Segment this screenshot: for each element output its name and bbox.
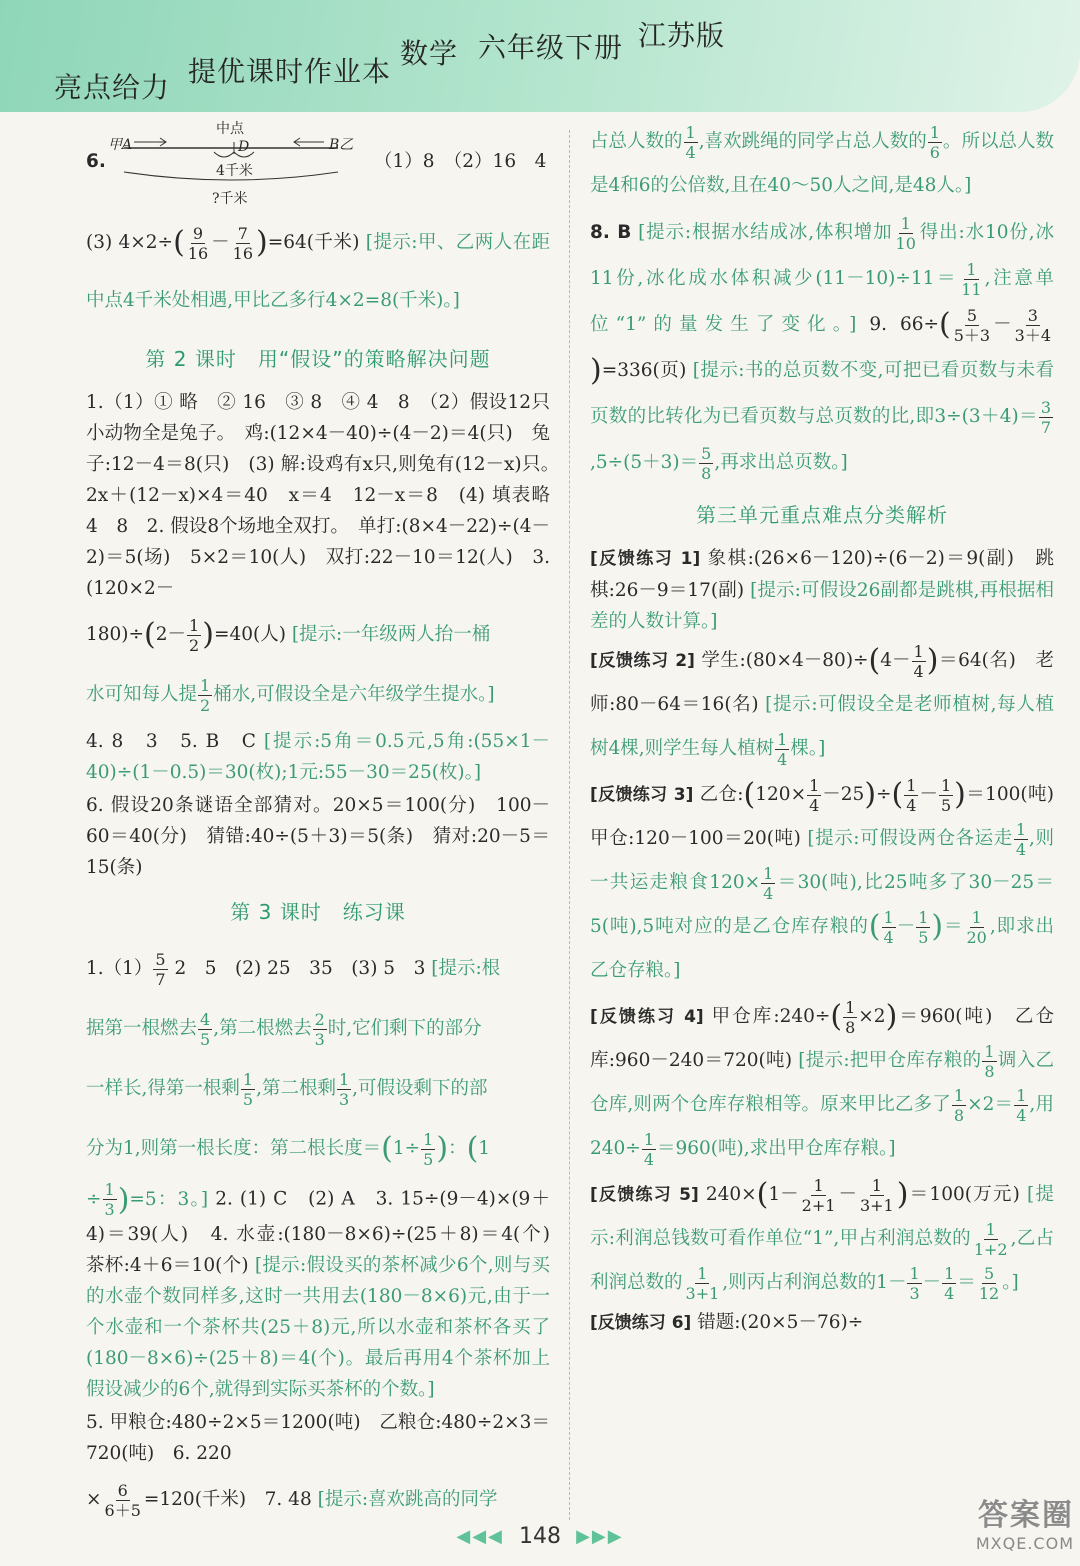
- text: ÷: [86, 1188, 102, 1210]
- q6-answers: （1）8 （2）16 4: [374, 151, 547, 172]
- feedback-4: [反馈练习 4] 甲仓库:240÷( $\frac{1}{8}$ ×2)＝960(吨) 乙仓库:960－240＝720(吨) [提示:把甲仓库存粮的 $\frac{1}{8}$ 调入乙仓库,则两个仓库存粮相等。原来甲比乙多了 $\frac{1}{8}$ ×2＝ $\frac{1}{4}$ ,用240÷ $\frac{1}{4}$ ＝960(吨),求出甲仓库存粮。]: [590, 997, 1055, 1169]
- text: ,乙占利润总数的: [590, 1228, 1054, 1293]
- fraction: $\frac{6}{6+5}$: [104, 1480, 141, 1520]
- fraction: $\frac{1}{5}$: [423, 1129, 434, 1169]
- hint-text: [提示:可假设26副都是跳棋,再根据相差的人数计算。]: [590, 580, 1054, 632]
- header-banner: [0, 0, 1080, 112]
- lesson3-q1: [86, 940, 550, 998]
- fraction: $\frac{1}{4}$: [643, 1129, 654, 1169]
- text: 1－: [876, 1272, 907, 1293]
- q6-part3: (3) 4×2÷( $\frac{9}{16}$ － $\frac{7}{16}$ )=64(千米) [提示:甲、乙两人在距中点4千米处相遇,甲比乙多行4×2=8(千米)。]: [86, 223, 550, 311]
- text: 1÷: [392, 1138, 421, 1159]
- text: ,可假设剩下的部: [352, 1078, 488, 1099]
- text: 180)÷: [86, 624, 145, 645]
- fraction: $\frac{7}{16}$: [232, 223, 254, 263]
- midpoint-label: 中点: [216, 121, 244, 137]
- fraction: $\frac{5}{12}$: [978, 1263, 1000, 1303]
- hint-text: [提示:假设买的茶杯减少6个,则与买的水壶个数同样多,这时一共用去(180－8×6)元,由于一个水壶和一个茶杯共(25＋8)元,所以水壶和茶杯各买了(180－8×6)÷(25＋8)＝4(个)。最后再用4个茶杯加上假设减少的6个,就得到实际买茶杯的个数。]: [86, 1255, 550, 1400]
- text: ＝: [957, 1272, 976, 1293]
- text: 桶水,可假设全是六年级学生提水。]: [213, 684, 495, 705]
- text: 得出:水10份,冰11份,冰化成水体积减少(11－10)÷11＝: [590, 222, 1055, 289]
- text: 1: [478, 1138, 491, 1159]
- text: ,则丙占利润总数的: [722, 1272, 877, 1293]
- fraction: $\frac{1}{1+2}$: [973, 1219, 1008, 1259]
- text: (3) 4×2÷: [86, 232, 174, 253]
- text: 调入乙仓库,则两个仓库存粮相等。原来甲比乙多了: [590, 1050, 1054, 1115]
- text: ,喜欢跳绳的同学占总人数的: [698, 131, 927, 152]
- paren-close: ): [256, 225, 268, 260]
- lesson2-q6: 6. 假设20条谜语全部猜对。20×5＝100(分) 100－60＝40(分) 猜错:40÷(5＋3)＝5(条) 猜对:20－5＝15(条): [86, 795, 550, 878]
- text: ×2: [858, 1006, 886, 1027]
- text: =40(人): [213, 624, 286, 645]
- fraction: $\frac{4}{5}$: [200, 1009, 211, 1049]
- hint-text: [提示:根: [431, 958, 501, 979]
- q6-number: 6.: [86, 151, 106, 172]
- feedback-label: [反馈练习 4]: [590, 1007, 704, 1027]
- text: [提示:可假设两仓各运走: [807, 828, 1013, 849]
- fraction: $\frac{1}{4}$: [685, 122, 696, 162]
- text: 占总人数的: [590, 131, 683, 152]
- text: 1.（1）: [86, 958, 153, 979]
- q9-answer: 9. 66÷: [869, 314, 940, 335]
- lesson3-hint-line3: 分为1,则第一根长度：第二根长度＝(1÷ $\frac{1}{5}$ )：(1: [86, 1129, 491, 1169]
- text: ＝30(吨),比25吨多了30－25＝5(吨),5吨对应的是乙仓库存粮的: [590, 872, 1055, 937]
- feedback-label: [反馈练习 3]: [590, 785, 694, 805]
- text: 1－: [768, 1184, 799, 1205]
- text: 2. (1) C (2) A 3. 15÷(9－4)×(9＋4)＝39(人) 4. 水壶:(180－8×6)÷(25＋8)＝4(个) 茶杯:4＋6＝10(个): [86, 1188, 569, 1276]
- text: 4. 8 3 5. B C: [86, 731, 256, 752]
- section-title-lesson2: 第 2 课时 用“假设”的策略解决问题: [145, 347, 491, 371]
- fraction: $\frac{1}{3}$: [909, 1263, 920, 1303]
- text: 学生:(80×4－80)÷: [701, 650, 869, 671]
- fraction: $\frac{1}{4}$: [1015, 819, 1027, 859]
- text: 象棋:(26×6－120)÷(6－2)＝9(副) 跳棋:26－9＝17(副): [590, 548, 1054, 601]
- text: －: [919, 784, 938, 805]
- fraction: $\frac{3}{7}$: [1040, 397, 1051, 437]
- lesson3-hint-line2: [86, 1060, 550, 1118]
- feedback-2: [反馈练习 2] 学生:(80×4－80)÷(4－ $\frac{1}{4}$ )＝64(名) 老师:80－64＝16(名) [提示:可假设全是老师植树,每人植树4棵,则学生每人植树 $\frac{1}{4}$ 棵。]: [590, 641, 1054, 769]
- fraction: $\frac{1}{3+1}$: [859, 1175, 894, 1215]
- text: ,再求出总页数。]: [714, 452, 848, 473]
- text: ×2＝: [967, 1094, 1014, 1115]
- text: 甲仓库:240÷: [711, 1006, 831, 1027]
- fraction: $\frac{1}{5}$: [940, 775, 952, 815]
- total-distance-label: ?千米: [212, 191, 248, 207]
- section-title-unit3: 第三单元重点难点分类解析: [696, 503, 948, 527]
- fraction: $\frac{1}{11}$: [961, 259, 982, 299]
- fraction: $\frac{2}{3}$: [314, 1009, 325, 1049]
- hint-text: [提示:喜欢跳高的同学: [317, 1489, 498, 1510]
- text: －25: [822, 784, 865, 805]
- fraction: $\frac{1}{3}$: [104, 1180, 115, 1219]
- text: 120×: [755, 784, 807, 805]
- text: [提示:利润总钱数可看作单位“1”,甲占利润总数的: [590, 1184, 1054, 1249]
- hint-text: [提示:甲、乙两人在距中点4千米处相遇,甲比乙多行4×2=8(千米)。]: [86, 232, 550, 311]
- fraction: $\frac{1}{3+1}$: [685, 1263, 720, 1303]
- text: 2 5 (2) 25 35 (3) 5 3: [174, 958, 426, 979]
- q7-hint-cont: [590, 120, 1054, 208]
- text: ,5÷(5＋3)＝: [590, 452, 699, 473]
- watermark-logo: [892, 1490, 1074, 1560]
- text: 。所以总人数是4和6的公倍数,且在40～50人之间,是48人。]: [590, 131, 1054, 196]
- series-title: 提优课时作业本: [188, 55, 392, 88]
- page-number: 148: [519, 1524, 561, 1549]
- watermark-logo-text: 答案圈: [978, 1498, 1074, 1533]
- feedback-label: [反馈练习 6]: [590, 1313, 692, 1333]
- fraction: $\frac{5}{7}$: [155, 949, 166, 989]
- grade-label: 六年级下册: [478, 31, 624, 64]
- text: [提示:可假设全是老师植树,每人植树4棵,则学生每人植树: [590, 694, 1054, 759]
- fraction: $\frac{1}{2}$: [200, 675, 211, 715]
- lesson3-hint-line1: [86, 1000, 550, 1058]
- text: =64(千米): [267, 232, 360, 253]
- fraction: $\frac{3}{3+4}$: [1014, 305, 1052, 345]
- text: ＝100(吨) 甲仓:120－100＝20(吨): [590, 784, 1073, 849]
- fraction: $\frac{1}{8}$: [984, 1041, 995, 1081]
- feedback-5: [反馈练习 5] 240×(1－ $\frac{1}{2+1}$ － $\frac{1}{3+1}$ )＝100(万元) [提示:利润总钱数可看作单位“1”,甲占利润总数的 $\frac{1}{1+2}$ ,乙占利润总数的 $\frac{1}{3+1}$ ,则丙占利润总数的1－ $\frac{1}{3}$ － $\frac{1}{4}$ ＝ $\frac{5}{12}$ 。]: [590, 1175, 1054, 1303]
- fraction: $\frac{1}{4}$: [763, 863, 774, 903]
- text: [提示:书的总页数不变,可把已看页数与未看页数的比转化为已看页数与总页数的比,即3÷(3＋4)＝: [590, 360, 1055, 427]
- text: =336(页): [601, 360, 687, 381]
- point-b-label: B乙: [329, 137, 354, 153]
- text: ＝960(吨) 乙仓库:960－240＝720(吨): [590, 1006, 1055, 1071]
- fraction: $\frac{5}{8}$: [701, 443, 712, 483]
- fraction: $\frac{1}{4}$: [944, 1263, 955, 1303]
- left-column: [86, 120, 569, 1531]
- section-title-lesson3: 第 3 课时 练习课: [230, 900, 406, 924]
- fraction: $\frac{1}{2+1}$: [801, 1175, 836, 1215]
- edition-label: 江苏版: [638, 19, 726, 52]
- text: ,第二根燃去: [213, 1018, 312, 1039]
- text: 水可知每人提: [86, 684, 198, 705]
- lesson3-q6: [86, 1471, 550, 1529]
- fraction: $\frac{1}{4}$: [913, 641, 924, 681]
- text: 棵。]: [790, 738, 826, 759]
- lesson2-q3: 180)÷(2－ $\frac{1}{2}$ )=40(人) [提示:一年级两人抬一桶: [86, 615, 491, 655]
- fraction: $\frac{1}{5}$: [242, 1069, 254, 1109]
- feedback-6: [590, 1307, 1054, 1339]
- feedback-label: [反馈练习 5]: [590, 1185, 699, 1205]
- point-d-label: D: [238, 139, 250, 155]
- text: 乙仓:: [699, 784, 744, 805]
- fraction: $\frac{1}{4}$: [809, 775, 820, 815]
- lesson2-q3-hint: [86, 666, 550, 724]
- feedback-label: [反馈练习 2]: [590, 651, 695, 671]
- text: 错题:(20×5－76)÷: [697, 1312, 864, 1333]
- fraction: $\frac{9}{16}$: [187, 223, 209, 263]
- text: [提示:根据水结成冰,体积增加: [638, 222, 893, 243]
- fraction: $\frac{1}{8}$: [953, 1085, 965, 1125]
- text: 4－: [880, 650, 911, 671]
- text: =120(千米) 7. 48: [143, 1489, 312, 1510]
- text: ×: [86, 1489, 102, 1510]
- fraction: $\frac{1}{8}$: [845, 997, 856, 1037]
- text: ,即求出乙仓存粮。]: [590, 916, 1054, 981]
- fraction: $\frac{1}{4}$: [777, 729, 788, 769]
- text: 240×: [705, 1184, 757, 1205]
- meeting-diagram: [86, 120, 550, 208]
- prev-arrows-icon: ◀◀◀: [456, 1526, 504, 1547]
- right-column: [590, 120, 1073, 1341]
- fraction: $\frac{1}{2}$: [189, 615, 200, 655]
- fraction: $\frac{1}{6}$: [929, 122, 940, 162]
- fraction: $\frac{1}{4}$: [883, 907, 894, 947]
- watermark-url: MXQE.COM: [975, 1534, 1074, 1553]
- fraction: $\frac{1}{10}$: [895, 213, 916, 253]
- text: 一样长,得第一根剩: [86, 1078, 240, 1099]
- feedback-3: [反馈练习 3] 乙仓:(120× $\frac{1}{4}$ －25)÷( $\frac{1}{4}$ － $\frac{1}{5}$ )＝100(吨) 甲仓:120－100＝20(吨) [提示:可假设两仓各运走 $\frac{1}{4}$ ,则一共运走粮食120× $\frac{1}{4}$ ＝30(吨),比25吨多了30－25＝5(吨),5吨对应的是乙仓库存粮的( $\frac{1}{4}$ － $\frac{1}{5}$ )＝ $\frac{1}{20}$ ,即求出乙仓存粮。]: [590, 775, 1073, 981]
- text: 据第一根燃去: [86, 1018, 198, 1039]
- q8-q9: 8. B [提示:根据水结成冰,体积增加 $\frac{1}{10}$ 得出:水10份,冰11份,冰化成水体积减少(11－10)÷11＝ $\frac{1}{11}$ ,注意单位“1”的量发生了变化。] 9. 66÷( $\frac{5}{5+3}$ － $\frac{3}{3+4}$ )=336(页) [提示:书的总页数不变,可把已看页数与未看页数的比转化为已看页数与总页数的比,即3÷(3＋4)＝ $\frac{3}{7}$ ,5÷(5＋3)＝ $\frac{5}{8}$ ,再求出总页数。]: [590, 213, 1055, 483]
- fraction: $\frac{1}{3}$: [338, 1069, 350, 1109]
- text: ＝100(万元): [908, 1184, 1020, 1205]
- text: ＝960(吨),求出甲仓库存粮。]: [657, 1138, 896, 1159]
- next-arrows-icon: ▶▶▶: [576, 1526, 624, 1547]
- paren-open: (: [173, 225, 185, 260]
- hint-text: [提示:一年级两人抬一桶: [291, 624, 491, 645]
- lesson3-q5: 5. 甲粮仓:480÷2×5＝1200(吨) 乙粮仓:480÷2×3＝720(吨) 6. 220: [86, 1412, 550, 1464]
- q8-answer: 8. B: [590, 222, 632, 243]
- lesson3-q2-q4: ÷ $\frac{1}{3}$ )=5：3。] 2. (1) C (2) A 3. 15÷(9－4)×(9＋4)＝39(人) 4. 水壶:(180－8×6)÷(25＋8)＝4(个) 茶杯:4＋6＝10(个) [提示:假设买的茶杯减少6个,则与买的水壶个数同样多,这时一共用去(180－8×6)元,由于一个水壶和一个茶杯共(25＋8)元,所以水壶和茶杯各买了(180－8×6)÷(25＋8)＝4(个)。最后再用4个茶杯加上假设减少的6个,就得到实际买茶杯的个数。]: [86, 1180, 569, 1400]
- brand-label: 亮点给力: [54, 71, 171, 104]
- subject-label: 数学: [400, 37, 459, 70]
- hint-text: [提示:5角＝0.5元,5角:(55×1－40)÷(1－0.5)＝30(枚);1元:55－30＝25(枚)。]: [86, 731, 550, 783]
- feedback-label: [反馈练习 1]: [590, 549, 701, 569]
- text: ,注意单位“1”的量发生了变化。]: [590, 268, 1054, 335]
- text: =5：3。]: [129, 1188, 209, 1210]
- text: 。]: [1002, 1272, 1019, 1293]
- lesson2-q4: [86, 726, 550, 788]
- fraction: $\frac{1}{4}$: [906, 775, 917, 815]
- text: ,用240÷: [590, 1094, 1054, 1159]
- distance-label: 4千米: [216, 163, 253, 179]
- text: ＝64(名) 老师:80－64＝16(名): [590, 650, 1054, 715]
- text: ＝: [943, 916, 964, 937]
- point-a-label: 甲A: [108, 137, 133, 153]
- fraction: $\frac{1}{20}$: [966, 907, 987, 947]
- text: 分为1,则第一根长度：第二根长度＝: [86, 1138, 382, 1159]
- feedback-1: [590, 543, 1054, 637]
- text: [提示:把甲仓库存粮的: [798, 1050, 982, 1071]
- text: ：: [448, 1138, 467, 1159]
- fraction: $\frac{1}{4}$: [1016, 1085, 1027, 1125]
- fraction: $\frac{5}{5+3}$: [953, 305, 991, 345]
- text: ÷: [876, 784, 892, 805]
- text: ,则一共运走粮食120×: [590, 828, 1054, 893]
- answer-page: [0, 120, 1080, 1520]
- text: ,第二根剩: [256, 1078, 336, 1099]
- fraction: $\frac{1}{5}$: [918, 907, 929, 947]
- lesson2-answers: 1.（1）① 略 ② 16 ③ 8 ④ 4 8 （2）假设12只小动物全是兔子。 鸡:(12×4－40)÷(4－2)＝4(只) 兔子:12－4＝8(只) (3) 解:设鸡有x只,则兔有(12－x)只。 2x＋(12－x)×4＝40 x＝4 12－x＝8 (4) 填表略 4 8 2. 假设8个场地全双打。 单打:(8×4－22)÷(4－2)＝5(场) 5×2＝10(人) 双打:22－10＝12(人) 3. (120×2－: [86, 392, 569, 599]
- text: 时,它们剩下的部分: [327, 1018, 482, 1039]
